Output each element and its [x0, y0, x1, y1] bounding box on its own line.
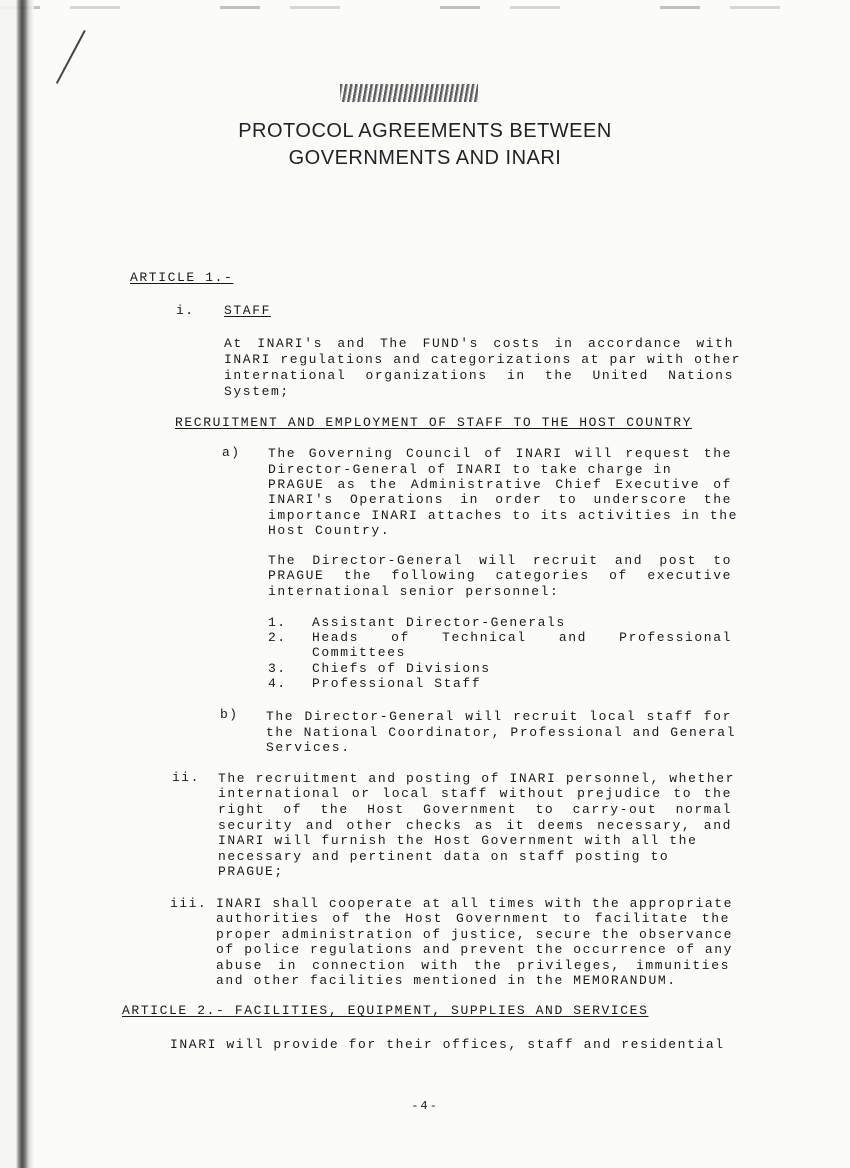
item-a-para1-line: Host Country.	[268, 523, 391, 538]
document-title-line2: GOVERNMENTS AND INARI	[288, 147, 562, 169]
section-i-number: i.	[176, 303, 195, 318]
article-2-heading: ARTICLE 2.- FACILITIES, EQUIPMENT, SUPPLIES AND SERVICES	[122, 1003, 649, 1018]
section-ii-line: PRAGUE;	[218, 864, 284, 879]
section-ii-line: right of the Host Government to carry-out normal	[218, 802, 732, 817]
section-iii-line: authorities of the Host Government to facilitate the	[216, 911, 730, 926]
list-item-number: 3.	[268, 661, 287, 676]
item-a-para2-line: The Director-General will recruit and post to	[268, 553, 732, 568]
section-ii-line: security and other checks as it deems necessary, and	[218, 818, 732, 833]
section-iii-number: iii.	[170, 896, 208, 911]
section-i-line: System;	[224, 384, 290, 399]
item-a-para2-line: PRAGUE the following categories of executive	[268, 568, 732, 583]
section-i-heading: STAFF	[224, 303, 272, 318]
section-iii-line: proper administration of justice, secure the observance	[216, 927, 734, 942]
item-a-para1-line: PRAGUE as the Administrative Chief Executive of	[268, 477, 732, 492]
page-number: -4-	[411, 1099, 439, 1113]
section-ii-line: necessary and pertinent data on staff posting to	[218, 849, 670, 864]
pen-mark	[56, 30, 86, 84]
item-b-label: b)	[220, 707, 239, 722]
item-b-line: Services.	[266, 740, 351, 755]
list-item-text: Heads of Technical and Professional	[312, 630, 732, 645]
item-a-para1-line: INARI's Operations in order to underscore the	[268, 492, 732, 507]
item-b-line: the National Coordinator, Professional and General	[266, 725, 737, 740]
section-iii-line: abuse in connection with the privileges, immunities	[216, 958, 730, 973]
section-iii-line: and other facilities mentioned in the MEMORANDUM.	[216, 973, 677, 988]
list-item-number: 2.	[268, 630, 287, 645]
scan-artifact-edge	[0, 0, 34, 1168]
scan-artifact-top	[0, 6, 850, 9]
section-ii-line: INARI will furnish the Host Government with all the	[218, 833, 698, 848]
list-item-number: 1.	[268, 615, 287, 630]
item-a-para2-line: international senior personnel:	[268, 584, 560, 599]
section-ii-line: international or local staff without prejudice to the	[218, 786, 732, 801]
item-a-para1-line: Director-General of INARI to take charge in	[268, 462, 673, 477]
article-1-heading: ARTICLE 1.-	[130, 270, 234, 285]
item-a-para1-line: importance INARI attaches to its activities in the	[268, 508, 739, 523]
article-2-line: INARI will provide for their offices, staff and residential	[170, 1037, 725, 1052]
document-title-line1: PROTOCOL AGREEMENTS BETWEEN	[238, 120, 612, 142]
stamp-mark	[340, 84, 478, 102]
list-item-text: Chiefs of Divisions	[312, 661, 491, 676]
section-iii-line: INARI shall cooperate at all times with the appropriate	[216, 896, 734, 911]
section-ii-line: The recruitment and posting of INARI personnel, whether	[218, 771, 736, 786]
recruitment-heading: RECRUITMENT AND EMPLOYMENT OF STAFF TO THE HOST COUNTRY	[175, 415, 693, 430]
item-a-label: a)	[222, 445, 241, 460]
list-item-number: 4.	[268, 676, 287, 691]
section-i-line: At INARI's and The FUND's costs in accordance with	[224, 336, 734, 351]
list-item-text: Assistant Director-Generals	[312, 615, 566, 630]
list-item-text: Professional Staff	[312, 676, 482, 691]
list-item-text: Committees	[312, 645, 407, 660]
section-iii-line: of police regulations and prevent the occurrence of any	[216, 942, 734, 957]
section-ii-number: ii.	[172, 770, 200, 785]
section-i-line: INARI regulations and categorizations at par with other	[224, 352, 742, 367]
item-b-line: The Director-General will recruit local staff for	[266, 709, 732, 724]
section-i-line: international organizations in the United Nations	[224, 368, 734, 383]
item-a-para1-line: The Governing Council of INARI will request the	[268, 446, 732, 461]
